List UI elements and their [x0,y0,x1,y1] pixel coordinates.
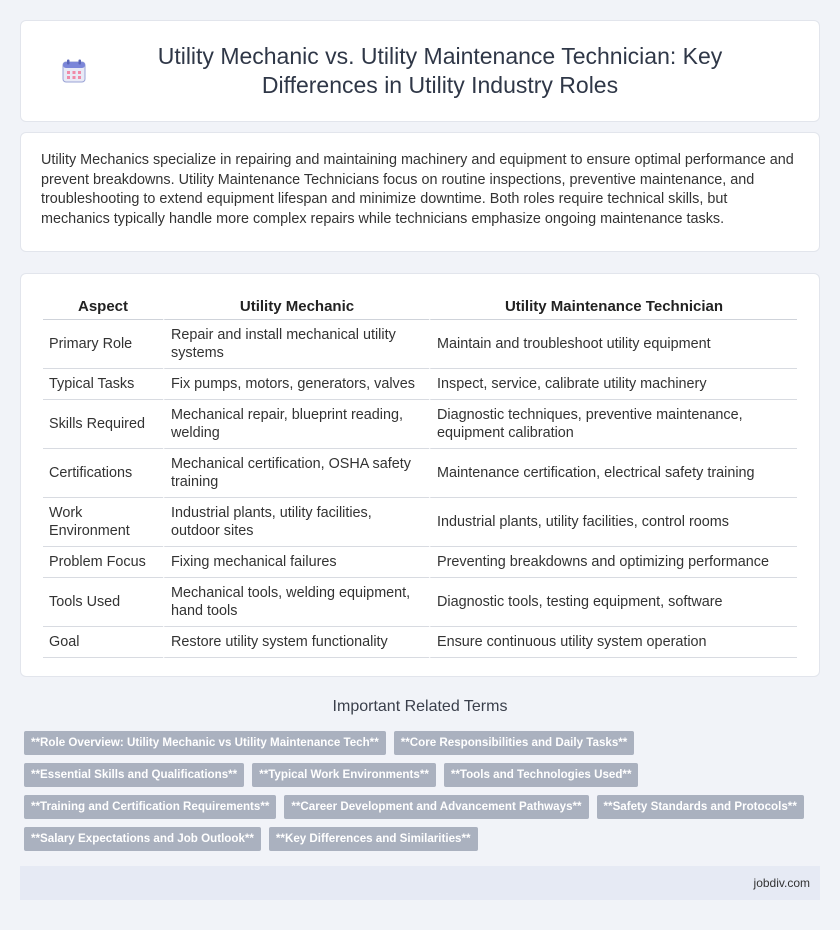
related-terms-title: Important Related Terms [332,698,508,715]
tag-row [24,763,814,787]
row-mechanic: Restore utility system functionality [163,627,429,658]
row-aspect: Goal [43,627,163,658]
table-header-row [43,292,797,320]
row-aspect: Skills Required [43,400,163,449]
row-technician: Diagnostic techniques, preventive maintenance, equipment calibration [429,400,797,449]
row-technician: Industrial plants, utility facilities, control rooms [429,498,797,547]
related-term-tag[interactable]: **Training and Certification Requirements** [24,795,276,819]
table-row [43,498,797,547]
row-mechanic: Fixing mechanical failures [163,547,429,578]
row-aspect: Certifications [43,449,163,498]
calendar-icon [61,58,87,84]
related-term-tag[interactable]: **Essential Skills and Qualifications** [24,763,244,787]
related-terms-tags [24,731,814,859]
row-mechanic: Mechanical tools, welding equipment, hand tools [163,578,429,627]
row-technician: Ensure continuous utility system operation [429,627,797,658]
row-technician: Maintain and troubleshoot utility equipment [429,320,797,369]
comparison-table [43,292,797,658]
table-row [43,320,797,369]
row-technician: Inspect, service, calibrate utility machinery [429,369,797,400]
table-row [43,369,797,400]
table-row [43,400,797,449]
related-term-tag[interactable]: **Key Differences and Similarities** [269,827,478,851]
header-utility-mechanic: Utility Mechanic [163,292,429,320]
related-term-tag[interactable]: **Career Development and Advancement Pathways** [284,795,588,819]
row-aspect: Tools Used [43,578,163,627]
row-aspect: Problem Focus [43,547,163,578]
title-wrap [21,42,819,100]
related-term-tag[interactable]: **Tools and Technologies Used** [444,763,639,787]
tag-row [24,731,814,755]
comparison-card [20,273,820,677]
related-term-tag[interactable]: **Role Overview: Utility Mechanic vs Utility Maintenance Tech** [24,731,386,755]
row-mechanic: Repair and install mechanical utility systems [163,320,429,369]
intro-text: Utility Mechanics specialize in repairing and maintaining machinery and equipment to ensure optimal performance and prevent breakdowns. Utility Maintenance Technicians focus on routine inspections, preventive maintenance, and troubleshooting to extend equipment lifespan and minimize downtime. Both roles require technical skills, but mechanics typically handle more complex repairs while technicians emphasize ongoing maintenance tasks. [41,152,794,227]
page-title: Utility Mechanic vs. Utility Maintenance Technician: Key Differences in Utility Industry Roles [157,43,723,98]
table-row [43,449,797,498]
footer-site-link[interactable]: jobdiv.com [753,876,810,890]
intro-card [20,132,820,252]
table-row [43,547,797,578]
table-row [43,627,797,658]
tag-row [24,795,814,819]
row-mechanic: Mechanical certification, OSHA safety training [163,449,429,498]
row-technician: Preventing breakdowns and optimizing performance [429,547,797,578]
footer [20,866,820,900]
header-utility-maintenance-technician: Utility Maintenance Technician [429,292,797,320]
row-aspect: Primary Role [43,320,163,369]
table-row [43,578,797,627]
header-aspect: Aspect [43,292,163,320]
row-mechanic: Mechanical repair, blueprint reading, welding [163,400,429,449]
tag-row [24,827,814,851]
related-term-tag[interactable]: **Core Responsibilities and Daily Tasks** [394,731,635,755]
related-term-tag[interactable]: **Typical Work Environments** [252,763,436,787]
row-aspect: Typical Tasks [43,369,163,400]
related-term-tag[interactable]: **Safety Standards and Protocols** [597,795,804,819]
row-aspect: Work Environment [43,498,163,547]
row-mechanic: Fix pumps, motors, generators, valves [163,369,429,400]
row-mechanic: Industrial plants, utility facilities, outdoor sites [163,498,429,547]
row-technician: Diagnostic tools, testing equipment, software [429,578,797,627]
related-term-tag[interactable]: **Salary Expectations and Job Outlook** [24,827,261,851]
title-card [20,20,820,122]
row-technician: Maintenance certification, electrical safety training [429,449,797,498]
